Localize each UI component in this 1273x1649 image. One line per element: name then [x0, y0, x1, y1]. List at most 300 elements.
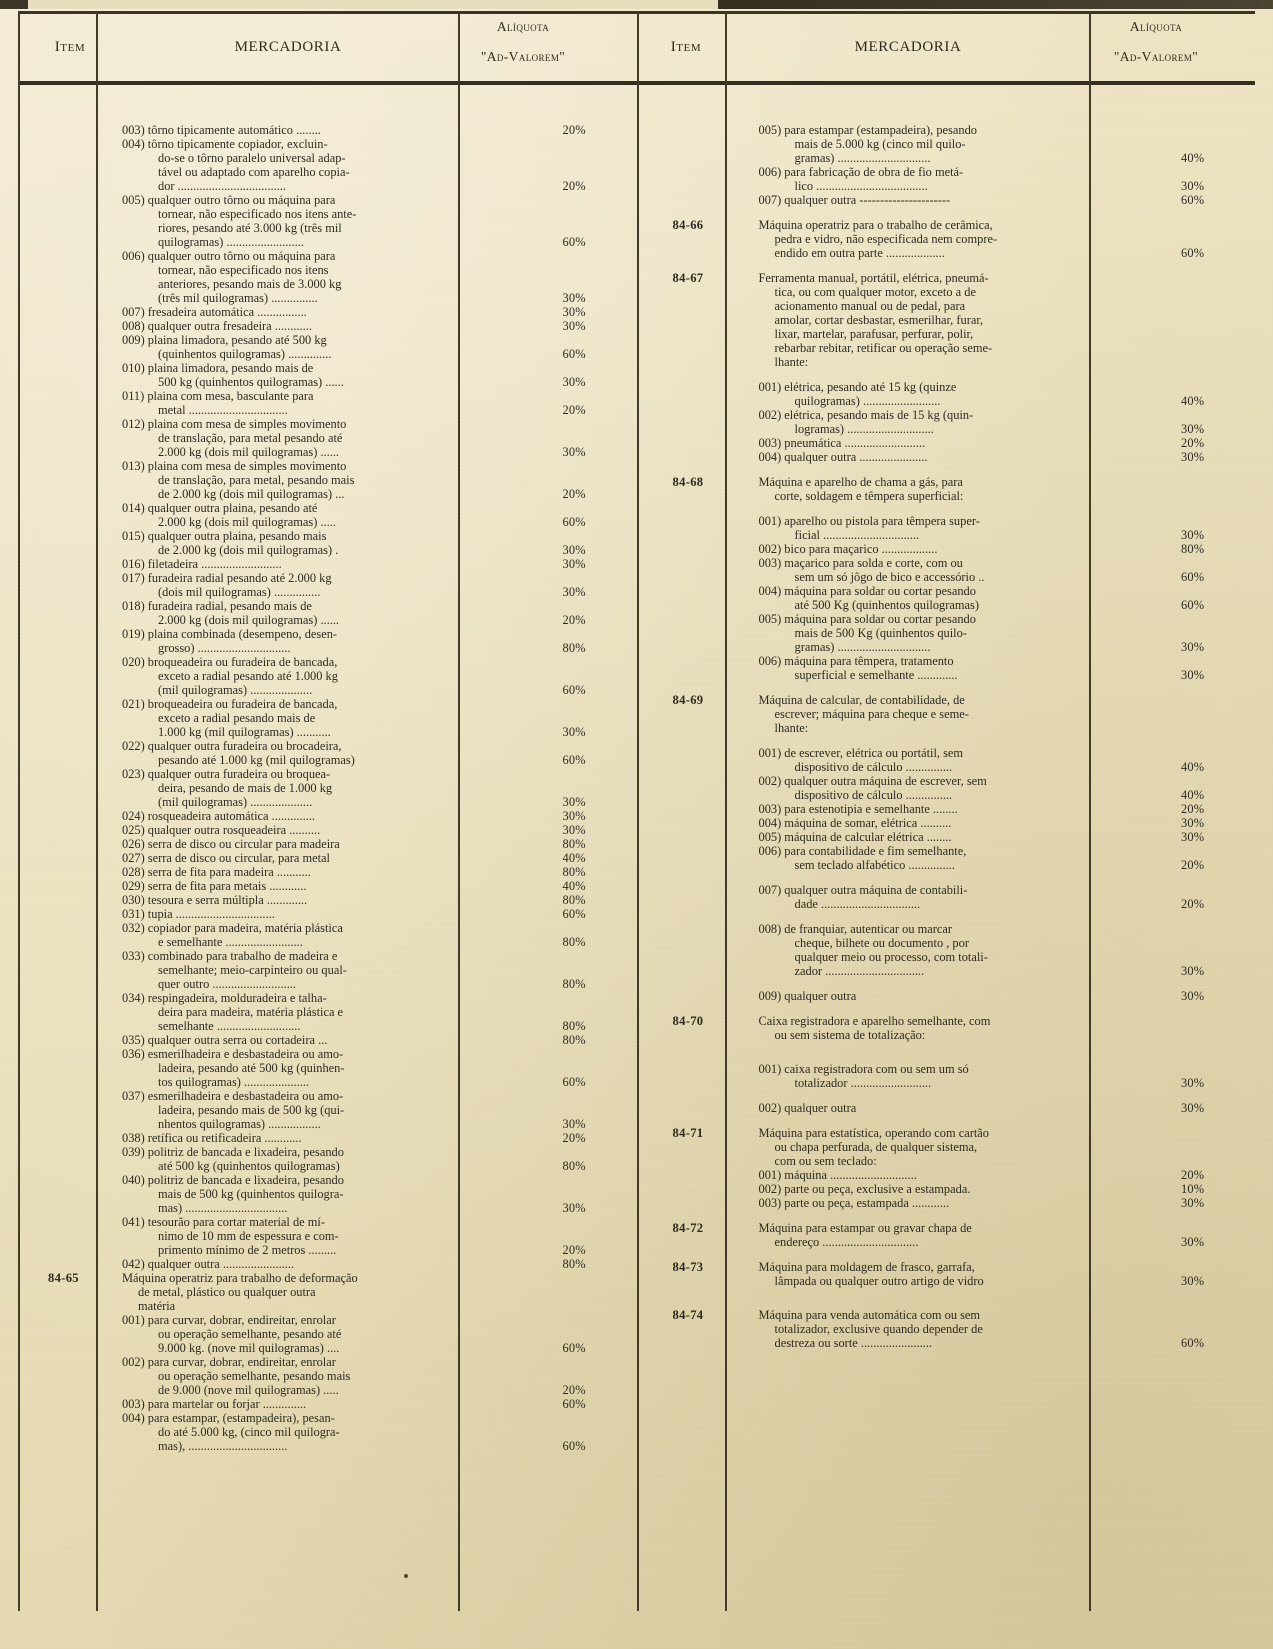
table-row [24, 1229, 637, 1243]
row-item-code [24, 1327, 122, 1341]
row-item-code [649, 883, 759, 897]
table-row [649, 341, 1256, 355]
row-description [759, 1140, 1176, 1154]
row-rate: 60% [562, 683, 586, 697]
row-rate [1175, 514, 1255, 528]
row-rate [557, 655, 637, 669]
row-item-code [24, 1299, 122, 1313]
row-description [122, 277, 557, 291]
row-spacer [649, 978, 1256, 989]
row-item-code [24, 543, 122, 557]
table-row [24, 557, 637, 571]
row-description [122, 1145, 557, 1159]
row-description [122, 305, 557, 319]
row-description-text: lico .................................... [794, 179, 928, 193]
row-rate [1175, 1062, 1255, 1076]
row-description-text: exceto a radial pesando até 1.000 kg [158, 669, 338, 683]
spacer-cell [649, 1090, 1256, 1101]
table-row [649, 489, 1256, 503]
row-item-code: 84-71 [672, 1126, 704, 1140]
row-description [122, 1355, 557, 1369]
table-row [24, 123, 637, 137]
table-row [24, 151, 637, 165]
row-description [759, 285, 1176, 299]
table-row [649, 1308, 1256, 1322]
row-description [759, 816, 1176, 830]
row-description-text: 025) qualquer outra rosqueadeira .......... [122, 823, 321, 837]
column-right [637, 89, 1256, 1611]
table-row [24, 137, 637, 151]
row-description [122, 921, 557, 935]
table-columns [18, 89, 1255, 1611]
row-description-text: Máquina e aparelho de chama a gás, para [758, 475, 963, 489]
spacer-cell [649, 911, 1256, 922]
row-item-code [24, 907, 122, 921]
row-description [759, 1014, 1176, 1028]
table-row [649, 380, 1256, 394]
table-row [24, 1005, 637, 1019]
row-item-code [24, 1285, 122, 1299]
row-item-code [24, 403, 122, 417]
row-description [759, 341, 1176, 355]
row-description [122, 1075, 557, 1089]
row-description-text: do-se o tôrno paralelo universal adap- [158, 151, 346, 165]
row-description-text: 004) máquina de somar, elétrica .......... [758, 816, 952, 830]
row-rate: 60% [562, 753, 586, 767]
row-description [759, 858, 1176, 872]
row-rate [1175, 1028, 1255, 1042]
spacer-cell [649, 735, 1256, 746]
row-rate [557, 627, 637, 641]
row-rate: 20% [562, 1383, 586, 1397]
row-rate [557, 431, 637, 445]
row-rate: 20% [1181, 1168, 1205, 1182]
table-row [649, 528, 1256, 542]
row-item-code [24, 361, 122, 375]
row-description-text: 031) tupia ................................ [122, 907, 275, 921]
row-item-code: 84-66 [672, 218, 704, 232]
row-rate [557, 1187, 637, 1201]
table-row [649, 858, 1256, 872]
table-row [24, 1341, 637, 1355]
row-description [122, 1159, 557, 1173]
row-description [759, 1235, 1176, 1249]
row-rate: 60% [562, 907, 586, 921]
row-rate [557, 781, 637, 795]
row-item-code [24, 1005, 122, 1019]
row-rate [557, 767, 637, 781]
row-rate: 20% [1181, 436, 1205, 450]
row-rate [557, 921, 637, 935]
table-row [649, 774, 1256, 788]
table-row [24, 1173, 637, 1187]
row-item-code: 84-70 [672, 1014, 704, 1028]
row-description [759, 246, 1176, 260]
row-description-text: quilogramas) ......................... [158, 235, 304, 249]
row-description-text: 006) qualquer outro tôrno ou máquina para [122, 249, 336, 263]
row-rate: 30% [562, 809, 586, 823]
rule-item-desc-left [96, 11, 98, 1611]
table-row [649, 408, 1256, 422]
table-row [649, 830, 1256, 844]
row-rate [557, 1313, 637, 1327]
row-description-text: 017) furadeira radial pesando até 2.000 kg [122, 571, 332, 585]
column-left [18, 89, 637, 1611]
row-rate [1175, 1014, 1255, 1028]
table-row [649, 436, 1256, 450]
row-description-text: Máquina para estampar ou gravar chapa de [758, 1221, 972, 1235]
row-item-code [24, 459, 122, 473]
row-item-code [24, 1369, 122, 1383]
row-description-text: 013) plaina com mesa de simples movimento [122, 459, 347, 473]
row-item-code [24, 1033, 122, 1047]
table-row [24, 249, 637, 263]
table-row [24, 599, 637, 613]
row-rate: 30% [562, 1201, 586, 1215]
table-row [649, 721, 1256, 735]
row-description-text: mas), ................................ [158, 1439, 288, 1453]
row-item-code [24, 571, 122, 585]
row-description [122, 879, 557, 893]
table-row [649, 232, 1256, 246]
row-item-code [24, 1383, 122, 1397]
table-row [24, 1243, 637, 1257]
row-description [759, 299, 1176, 313]
table-row [649, 1126, 1256, 1140]
row-item-code [24, 1243, 122, 1257]
row-item-code [24, 823, 122, 837]
row-description [122, 1411, 557, 1425]
row-spacer [649, 1249, 1256, 1260]
row-description [759, 964, 1176, 978]
row-rate: 30% [562, 375, 586, 389]
row-item-code [24, 473, 122, 487]
row-spacer [649, 911, 1256, 922]
row-description [759, 1101, 1176, 1115]
row-description-text: dade ................................ [794, 897, 921, 911]
row-description [759, 355, 1176, 369]
row-item-code [649, 612, 759, 626]
row-description [759, 151, 1176, 165]
row-description [122, 613, 557, 627]
row-item-code [649, 299, 759, 313]
row-rate [557, 739, 637, 753]
header-merc-right: MERCADORIA [854, 39, 962, 55]
row-description [122, 375, 557, 389]
row-spacer [649, 1288, 1256, 1308]
table-row [24, 879, 637, 893]
row-rate [557, 1285, 637, 1299]
row-item-code [649, 1196, 759, 1210]
row-rate [1175, 1260, 1255, 1274]
row-item-code [24, 1355, 122, 1369]
row-item-code [24, 753, 122, 767]
row-description [759, 556, 1176, 570]
table-row [24, 1271, 637, 1285]
row-description [122, 1397, 557, 1411]
row-rate [557, 1299, 637, 1313]
table-row [649, 299, 1256, 313]
table-row [24, 1313, 637, 1327]
table-row [649, 989, 1256, 1003]
row-rate: 30% [562, 445, 586, 459]
row-description [122, 1103, 557, 1117]
row-description-text: 008) de franquiar, autenticar ou marcar [758, 922, 953, 936]
row-item-code [649, 668, 759, 682]
row-rate [1175, 556, 1255, 570]
row-rate: 20% [562, 1243, 586, 1257]
row-description [759, 408, 1176, 422]
row-item-code [649, 570, 759, 584]
row-description [122, 1215, 557, 1229]
row-item-code [649, 802, 759, 816]
spacer-cell [649, 682, 1256, 693]
row-rate: 30% [562, 795, 586, 809]
row-description-text: 003) para estenotipia e semelhante ........ [758, 802, 958, 816]
table-row [24, 1131, 637, 1145]
row-description-text: 1.000 kg (mil quilogramas) ........... [158, 725, 331, 739]
row-description-text: 034) respingadeira, molduradeira e talha- [122, 991, 327, 1005]
row-description-text: pedra e vidro, não especificada nem compre- [774, 232, 998, 246]
row-rate [557, 1047, 637, 1061]
row-description-text: semelhante ........................... [158, 1019, 301, 1033]
row-item-code [24, 193, 122, 207]
row-item-code [649, 1101, 759, 1115]
row-item-code [24, 1173, 122, 1187]
row-rate: 20% [562, 613, 586, 627]
row-rate [1175, 271, 1255, 285]
row-description [122, 1341, 557, 1355]
row-description-text: Máquina para venda automática com ou sem [758, 1308, 981, 1322]
table-row [24, 753, 637, 767]
row-description-text: 500 kg (quinhentos quilogramas) ...... [158, 375, 344, 389]
row-rate: 20% [562, 403, 586, 417]
row-item-code [649, 179, 759, 193]
row-spacer [649, 735, 1256, 746]
table-row [649, 816, 1256, 830]
row-rate: 80% [562, 641, 586, 655]
row-description [759, 1154, 1176, 1168]
row-item-code [649, 285, 759, 299]
row-description-text: 038) retífica ou retificadeira ............ [122, 1131, 302, 1145]
table-row [649, 570, 1256, 584]
table-row [24, 1103, 637, 1117]
table-row [649, 271, 1256, 285]
row-item-code [24, 725, 122, 739]
table-row [24, 235, 637, 249]
row-rate: 60% [1181, 246, 1205, 260]
row-description-text: dispositivo de cálculo ............... [794, 760, 953, 774]
row-rate: 30% [1181, 1196, 1205, 1210]
table-row [649, 584, 1256, 598]
row-rate: 40% [1181, 151, 1205, 165]
row-item-code [649, 327, 759, 341]
row-rate [557, 1411, 637, 1425]
row-item-code [649, 788, 759, 802]
row-description [759, 123, 1176, 137]
spacer-cell [649, 1042, 1256, 1062]
spacer-cell [649, 1210, 1256, 1221]
row-description-text: tornear, não especificado nos itens ante- [158, 207, 357, 221]
row-item-code [24, 1075, 122, 1089]
row-description-text: sem teclado alfabético ............... [794, 858, 955, 872]
row-rate [557, 1215, 637, 1229]
row-item-code [24, 781, 122, 795]
row-description-text: ficial ............................... [794, 528, 920, 542]
row-description [122, 543, 557, 557]
table-row [24, 837, 637, 851]
row-description [122, 739, 557, 753]
row-description [759, 922, 1176, 936]
row-item-code [649, 341, 759, 355]
row-description [122, 837, 557, 851]
row-description [759, 598, 1176, 612]
row-rate [1175, 1221, 1255, 1235]
row-description [122, 711, 557, 725]
table-row [649, 654, 1256, 668]
row-item-code [649, 1076, 759, 1090]
table-row [649, 394, 1256, 408]
table-row [649, 313, 1256, 327]
row-item-code: 84-65 [48, 1271, 79, 1285]
row-description-text: até 500 kg (quinhentos quilogramas) [158, 1159, 340, 1173]
row-description [759, 760, 1176, 774]
row-description-text: ladeira, pesando mais de 500 kg (qui- [158, 1103, 345, 1117]
row-description [122, 1187, 557, 1201]
row-description-text: tável ou adaptado com aparelho copia- [158, 165, 350, 179]
row-description [759, 788, 1176, 802]
row-description-text: 041) tesourão para cortar material de mí- [122, 1215, 325, 1229]
row-item-code [649, 436, 759, 450]
row-item-code [649, 640, 759, 654]
row-description [122, 207, 557, 221]
row-rate [557, 991, 637, 1005]
row-description [759, 1221, 1176, 1235]
row-item-code [24, 123, 122, 137]
row-description-text: até 500 Kg (quinhentos quilogramas) [794, 598, 979, 612]
row-item-code [649, 1322, 759, 1336]
row-description-text: (mil quilogramas) .................... [158, 683, 313, 697]
row-description [759, 1062, 1176, 1076]
row-item-code [649, 897, 759, 911]
row-description [122, 235, 557, 249]
row-description-text: mais de 500 kg (quinhentos quilogra- [158, 1187, 344, 1201]
table-row [24, 711, 637, 725]
row-description [759, 774, 1176, 788]
row-description [759, 989, 1176, 1003]
row-description [759, 422, 1176, 436]
row-description [759, 1126, 1176, 1140]
row-rate [557, 417, 637, 431]
spacer-cell [649, 369, 1256, 380]
row-rate [557, 137, 637, 151]
table-row [24, 1187, 637, 1201]
row-description-text: dispositivo de cálculo ............... [794, 788, 953, 802]
row-rate: 80% [562, 1019, 586, 1033]
row-item-code [24, 963, 122, 977]
row-rate [557, 1355, 637, 1369]
row-description-text: 036) esmerilhadeira e desbastadeira ou amo- [122, 1047, 344, 1061]
row-rate: 80% [562, 935, 586, 949]
row-description [759, 830, 1176, 844]
row-description-text: 026) serra de disco ou circular para madeira [122, 837, 340, 851]
table-row [649, 936, 1256, 950]
row-description [759, 1182, 1176, 1196]
row-rate: 30% [562, 725, 586, 739]
row-description [122, 851, 557, 865]
row-description [122, 571, 557, 585]
row-rate: 40% [562, 879, 586, 893]
row-description [122, 291, 557, 305]
table-row [24, 179, 637, 193]
row-description-text: 027) serra de disco ou circular, para metal [122, 851, 330, 865]
row-description-text: 008) qualquer outra fresadeira ............ [122, 319, 312, 333]
header-rate-right-line1: Alíquota [1129, 19, 1183, 34]
table-row [24, 571, 637, 585]
row-item-code [24, 641, 122, 655]
row-rate [1175, 1126, 1255, 1140]
table-row [649, 1101, 1256, 1115]
row-description-text: 009) qualquer outra [758, 989, 857, 1003]
row-rate: 30% [1181, 179, 1205, 193]
row-description-text: lhante: [774, 721, 809, 735]
row-description [122, 963, 557, 977]
row-spacer [649, 369, 1256, 380]
row-rate: 60% [562, 1439, 586, 1453]
row-rate: 20% [1181, 802, 1205, 816]
row-description [122, 165, 557, 179]
row-description [122, 907, 557, 921]
row-item-code [24, 1159, 122, 1173]
table-row [24, 529, 637, 543]
row-description [759, 1076, 1176, 1090]
table-row [24, 277, 637, 291]
row-item-code [649, 394, 759, 408]
row-description-text: corte, soldagem e têmpera superficial: [774, 489, 964, 503]
row-spacer [649, 260, 1256, 271]
row-description [122, 683, 557, 697]
row-rate: 60% [562, 1075, 586, 1089]
table-row [649, 1235, 1256, 1249]
row-description-text: lixar, martelar, parafusar, perfurar, polir, [774, 327, 974, 341]
row-description [759, 570, 1176, 584]
row-rate [1175, 218, 1255, 232]
table-row [24, 1257, 637, 1271]
row-description [759, 612, 1176, 626]
table-row [24, 1019, 637, 1033]
row-rate: 80% [562, 865, 586, 879]
table-row [24, 263, 637, 277]
table-row [24, 1397, 637, 1411]
row-description [759, 668, 1176, 682]
row-item-code [24, 767, 122, 781]
row-description [122, 1439, 557, 1453]
row-rate: 80% [562, 1257, 586, 1271]
row-description [759, 1028, 1176, 1042]
row-description-text: 040) politriz de bancada e lixadeira, pesando [122, 1173, 344, 1187]
table-row [24, 431, 637, 445]
table-row [649, 514, 1256, 528]
row-item-code [24, 669, 122, 683]
row-description [122, 655, 557, 669]
table-row [24, 543, 637, 557]
row-description-text: 003) para martelar ou forjar .............. [122, 1397, 307, 1411]
row-description [759, 179, 1176, 193]
row-item-code [649, 922, 759, 936]
row-description-text: quer outro ........................... [158, 977, 297, 991]
row-description-text: amolar, cortar desbastar, esmerilhar, furar, [774, 313, 984, 327]
row-item-code [649, 165, 759, 179]
